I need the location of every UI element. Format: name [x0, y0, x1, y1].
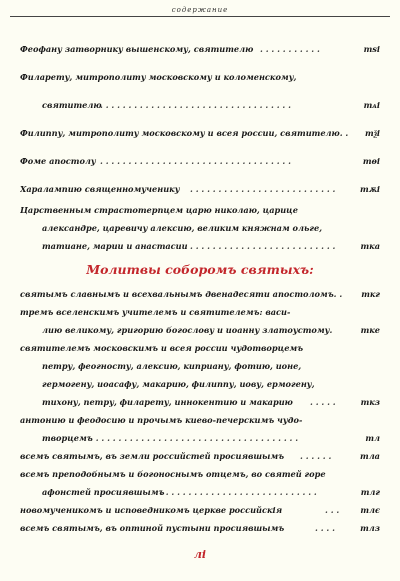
page-number: лі	[193, 548, 207, 561]
running-header: содержание	[171, 6, 229, 14]
toc-entry	[20, 503, 380, 517]
entry-leader: . . . . . . . . . . . . . . . . . . . . . . . . . . . . . . . . . .	[100, 156, 291, 166]
entry-leader: . . .	[325, 505, 340, 515]
entry-leader: . . . . . .	[300, 451, 332, 461]
entry-text: татиане, марии и анастасии	[42, 241, 188, 251]
entry-text: александре, царевичу алексию, великим княжнам ольге,	[42, 223, 323, 233]
toc-entry	[20, 239, 380, 253]
toc-entry	[20, 323, 380, 337]
entry-leader: . . . . . . . . . . . . . . . . . . . . . . . . . . . .	[160, 487, 317, 497]
entry-page: тѯі	[365, 128, 380, 138]
entry-page: тѫі	[359, 184, 380, 194]
toc-entry	[20, 377, 380, 391]
entry-page: тл	[365, 433, 380, 443]
entry-text: всемъ святымъ, въ оптиной пустыни просиявшымъ	[20, 523, 285, 533]
entry-page: тке	[360, 325, 380, 335]
entry-page: тѧі	[363, 100, 380, 110]
entry-text: гермогену, иоасафу, макарию, филиппу, иову, ермогену,	[42, 379, 315, 389]
toc-entry	[20, 305, 380, 319]
toc-entry	[20, 521, 380, 535]
entry-text: всемъ преподобнымъ и богоноснымъ отцемъ, во святей горе	[20, 469, 326, 479]
entry-leader: . . . . . . . . . . . . . . . . . . . . . . . . . . . . . . . . . . . . .	[90, 433, 299, 443]
entry-page: тка	[360, 241, 380, 251]
entry-text: святымъ славнымъ и всехвальнымъ двенадесяти апостоломъ. .	[20, 289, 343, 299]
entry-text: Царственным страстотерпцем царю николаю, царице	[20, 205, 298, 215]
toc-entry	[20, 221, 380, 235]
toc-entry	[20, 341, 380, 355]
entry-text: новомученикомъ и исповедникомъ церкве российскія	[20, 505, 283, 515]
entry-text: Фоме апостолу	[20, 156, 96, 166]
toc-entry	[20, 203, 380, 217]
entry-text: Филарету, митрополиту московскому и коломенскому,	[20, 72, 297, 82]
entry-text: тремъ вселенскимъ учителемъ и святителемъ: васи-	[20, 307, 291, 317]
entry-text: тихону, петру, филарету, иннокентию и макарию	[42, 397, 293, 407]
toc-entry	[20, 467, 380, 481]
entry-leader: . . . . . . . . . . . . . . . . . . . . . . . . . . . . . . . . . .	[100, 100, 291, 110]
entry-page: тѕі	[363, 44, 380, 54]
entry-page: тлг	[360, 487, 380, 497]
entry-text: святителю	[42, 100, 102, 110]
toc-entry	[20, 287, 380, 301]
toc-entry	[20, 42, 380, 56]
toc-entry	[20, 182, 380, 196]
toc-entry	[20, 431, 380, 445]
toc-entry	[20, 154, 380, 168]
toc-entry	[20, 413, 380, 427]
toc-entry	[20, 126, 380, 140]
entry-text: лию великому, григорию богослову и иоанну златоустому.	[42, 325, 333, 335]
entry-page: ткг	[361, 289, 380, 299]
entry-text: Феофану затворнику вышенскому, святителю	[20, 44, 254, 54]
entry-text: творцемъ	[42, 433, 93, 443]
entry-page: тлз	[360, 523, 380, 533]
entry-text: всемъ святымъ, въ земли российстей просиявшымъ	[20, 451, 285, 461]
header-rule	[10, 16, 390, 17]
entry-text: святителемъ московскимъ и всея россии чудотворцемъ	[20, 343, 304, 353]
entry-text: петру, феогносту, алексию, киприану, фотию, ионе,	[42, 361, 302, 371]
entry-leader: . . . . .	[310, 397, 336, 407]
entry-text: афонстей просиявшымъ	[42, 487, 165, 497]
entry-leader: . . . . . . . . . . . . . . . . . . . . . . . . . .	[190, 241, 336, 251]
toc-entry	[20, 485, 380, 499]
entry-text: Харалампию священномученику	[20, 184, 180, 194]
entry-page: ткз	[360, 397, 380, 407]
toc-entry	[20, 359, 380, 373]
entry-page: тѳі	[362, 156, 380, 166]
toc-entry	[20, 70, 380, 84]
entry-leader: . . . . . . . . . . .	[260, 44, 320, 54]
entry-page: тлє	[360, 505, 380, 515]
entry-text: антонию и феодосию и прочымъ киево-печерскимъ чудо-	[20, 415, 303, 425]
toc-entry	[20, 98, 380, 112]
toc-entry	[20, 395, 380, 409]
section-title: Молитвы соборомъ святыхъ:	[86, 262, 314, 277]
entry-page: тла	[360, 451, 380, 461]
entry-leader: . . . .	[315, 523, 335, 533]
entry-text: Филиппу, митрополиту московскому и всея россии, святителю. .	[20, 128, 349, 138]
entry-leader: . . . . . . . . . . . . . . . . . . . . . . . . . .	[190, 184, 336, 194]
toc-entry	[20, 449, 380, 463]
